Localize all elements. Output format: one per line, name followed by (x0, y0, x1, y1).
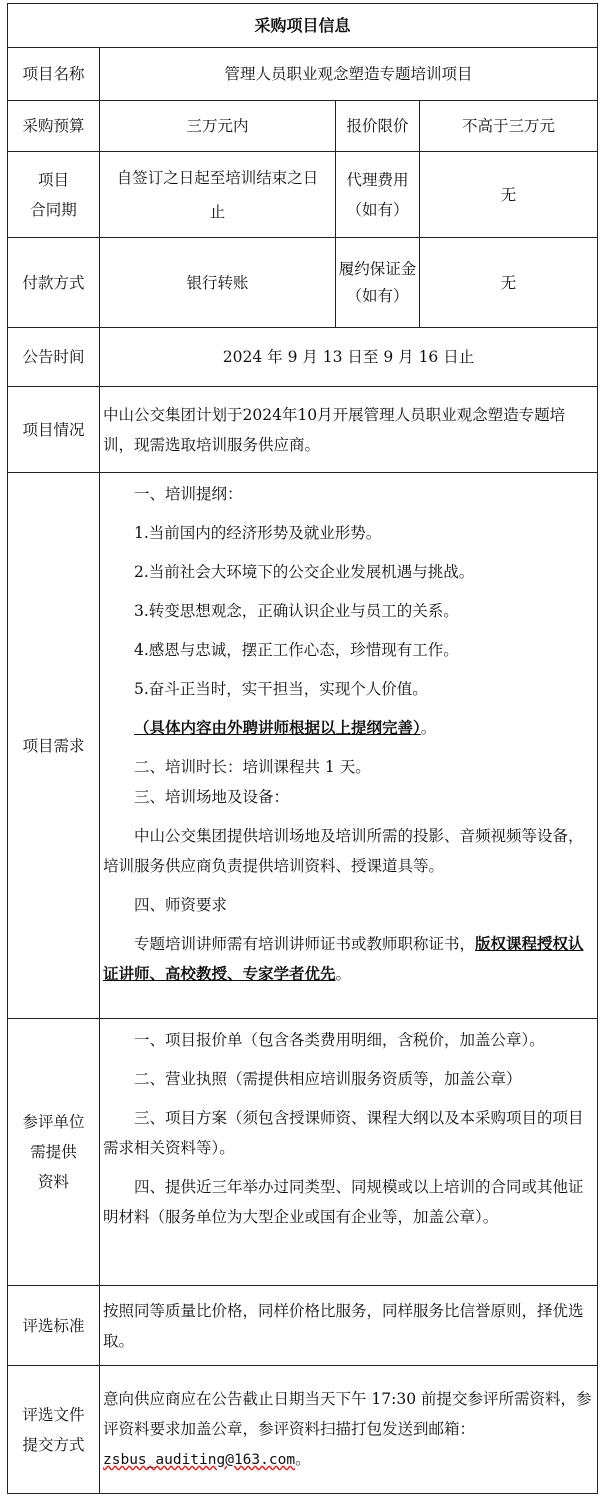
contract-period-label: 项目 合同期 (8, 152, 100, 238)
budget-label: 采购预算 (8, 101, 100, 152)
announce-time-label: 公告时间 (8, 328, 100, 387)
project-situation-value: 中山公交集团计划于2024年10月开展管理人员职业观念塑造专题培训，现需选取培训服务供应商。 (100, 387, 598, 473)
contract-period-value: 自签订之日起至培训结束之日止 (100, 152, 336, 238)
budget-value: 三万元内 (100, 101, 336, 152)
payment-label: 付款方式 (8, 238, 100, 328)
submission-label: 评选文件 提交方式 (8, 1366, 100, 1494)
performance-bond-value: 无 (420, 238, 598, 328)
training-duration: 二、培训时长：培训课程共 1 天。 (134, 758, 371, 776)
teacher-priority: 版权课程授权认证讲师、高校教授、专家学者优先 (103, 934, 584, 983)
teacher-requirement (103, 929, 595, 989)
requirements-label: 项目需求 (8, 473, 100, 1019)
outline-item-3: 3.转变思想观念，正确认识企业与员工的关系。 (134, 602, 459, 620)
teacher-title: 四、师资要求 (134, 896, 228, 914)
price-limit-value: 不高于三万元 (420, 101, 598, 152)
requirements-content (100, 473, 598, 1019)
content-note-tail: 。 (420, 719, 437, 737)
venue-text: 中山公交集团提供培训场地及培训所需的投影、音频视频等设备，培训服务供应商负责提供培训资料、授课道具等。 (103, 827, 584, 875)
submission-text: 意向供应商应在公告截止日期当天下午 17:30 前提交参评所需资料，参评资料要求加盖公章，参评资料扫描打包发送到邮箱： (103, 1390, 592, 1438)
teacher-text: 专题培训讲师需有培训讲师证书或教师职称证书， (134, 935, 476, 953)
material-item-4: 四、提供近三年举办过同类型、同规模或以上培训的合同或其他证明材料（服务单位为大型企业或国有企业等，加盖公章）。 (103, 1178, 584, 1226)
outline-item-2: 2.当前社会大环境下的公交企业发展机遇与挑战。 (134, 563, 475, 581)
payment-value: 银行转账 (100, 238, 336, 328)
content-note (103, 713, 595, 743)
outline-title: 一、培训提纲： (134, 485, 243, 503)
procurement-info-table (7, 3, 598, 1494)
criteria-value: 按照同等质量比价格，同样价格比服务，同样服务比信誉原则，择优选取。 (100, 1286, 598, 1366)
project-situation-label: 项目情况 (8, 387, 100, 473)
criteria-label: 评选标准 (8, 1286, 100, 1366)
project-name-value: 管理人员职业观念塑造专题培训项目 (100, 48, 598, 101)
materials-content (100, 1019, 598, 1286)
material-item-2: 二、营业执照（需提供相应培训服务资质等，加盖公章） (134, 1070, 522, 1088)
outline-item-4: 4.感恩与忠诚，摆正工作心态，珍惜现有工作。 (134, 641, 459, 659)
material-item-3: 三、项目方案（须包含授课师资、课程大纲以及本采购项目的项目需求相关资料等）。 (103, 1109, 584, 1157)
material-item-1: 一、项目报价单（包含各类费用明细，含税价，加盖公章）。 (134, 1031, 545, 1049)
content-note-text: （具体内容由外聘讲师根据以上提纲完善） (134, 718, 421, 737)
performance-bond-label: 履约保证金 （如有） (336, 238, 420, 328)
announce-time-value: 2024 年 9 月 13 日至 9 月 16 日止 (100, 328, 598, 387)
project-name-label: 项目名称 (8, 48, 100, 101)
table-title: 采购项目信息 (8, 4, 598, 48)
price-limit-label: 报价限价 (336, 101, 420, 152)
outline-item-5: 5.奋斗正当时，实干担当，实现个人价值。 (134, 680, 428, 698)
submission-email[interactable]: zsbus_auditing@163.com (103, 1452, 296, 1468)
outline-item-1: 1.当前国内的经济形势及就业形势。 (134, 524, 382, 542)
agency-fee-label: 代理费用 （如有） (336, 152, 420, 238)
materials-label: 参评单位 需提供 资料 (8, 1019, 100, 1286)
submission-content (100, 1366, 598, 1494)
agency-fee-value: 无 (420, 152, 598, 238)
teacher-tail: 。 (335, 965, 352, 983)
submission-tail: 。 (295, 1450, 311, 1468)
venue-title: 三、培训场地及设备： (134, 788, 290, 806)
